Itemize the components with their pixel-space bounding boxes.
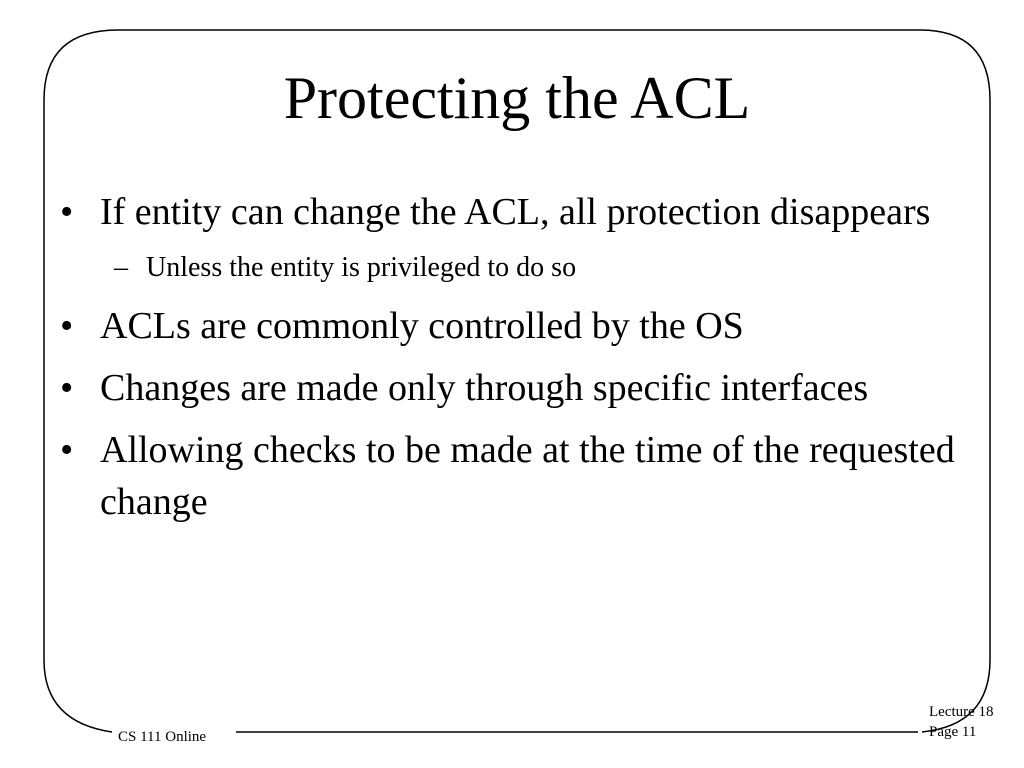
bullet-item (60, 186, 960, 238)
bullet-dot-icon: • (60, 191, 74, 233)
bullet-text: ACLs are commonly controlled by the OS (100, 305, 744, 347)
bullet-item (60, 362, 960, 414)
bullet-item (60, 424, 960, 528)
bullet-text: If entity can change the ACL, all protection disappears (100, 191, 931, 233)
footer-lecture-label: Lecture 18 (929, 704, 994, 720)
sub-bullet-text: Unless the entity is privileged to do so (146, 252, 577, 283)
slide-title: Protecting the ACL (283, 65, 751, 131)
bullet-item (60, 300, 960, 352)
bullet-dot-icon: • (60, 429, 74, 471)
bullet-text: Changes are made only through specific interfaces (100, 367, 869, 409)
footer-page-label: Page 11 (929, 724, 977, 740)
sub-bullet-item (60, 248, 960, 288)
dash-icon: – (114, 252, 128, 283)
footer-course-label: CS 111 Online (118, 729, 207, 745)
footer-lecture-page (929, 702, 994, 742)
bullet-text: Allowing checks to be made at the time of the requested change (100, 429, 955, 523)
bullet-list (60, 186, 960, 538)
bullet-dot-icon: • (60, 367, 74, 409)
bullet-dot-icon: • (60, 305, 74, 347)
